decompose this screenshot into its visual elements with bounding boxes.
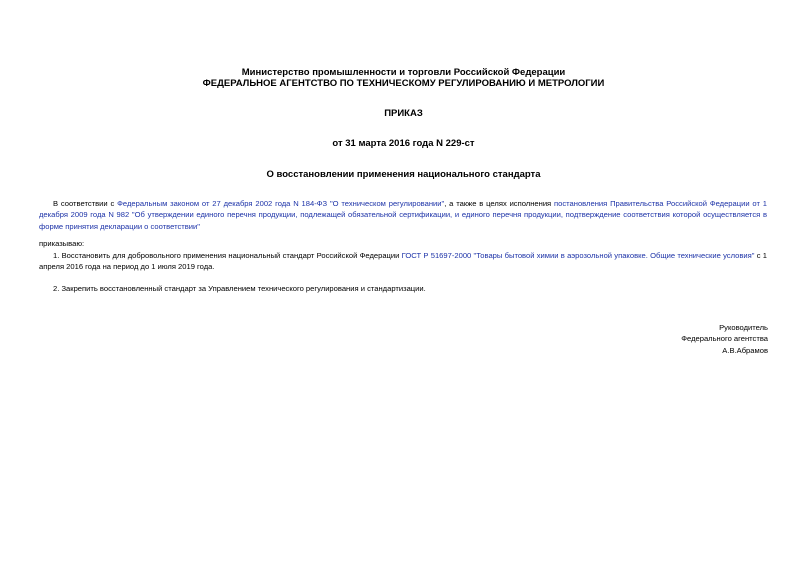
- agency-name: ФЕДЕРАЛЬНОЕ АГЕНТСТВО ПО ТЕХНИЧЕСКОМУ РЕГУЛИРОВАНИЮ И МЕТРОЛОГИИ: [202, 78, 605, 89]
- federal-law-link[interactable]: Федеральным законом от 27 декабря 2002 года N 184-ФЗ "О техническом регулировании": [117, 199, 445, 208]
- preamble-text-1: В соответствии с: [53, 199, 118, 208]
- signature-name: А.В.Абрамов: [722, 345, 768, 355]
- preamble-paragraph: [39, 198, 767, 232]
- ministry-name: Министерство промышленности и торговли Российской Федерации: [241, 67, 566, 78]
- document-date-number: от 31 марта 2016 года N 229-ст: [332, 138, 475, 149]
- order-item-1-text-2: с 1 апреля 2016 года на период до 1 июля 2019 года.: [39, 251, 767, 272]
- order-item-1-text-1: 1. Восстановить для добровольного применения национальный стандарт Российской Федерации: [53, 251, 402, 260]
- order-item-1: [39, 250, 767, 273]
- gost-standard-link[interactable]: ГОСТ Р 51697-2000 "Товары бытовой химии в аэрозольной упаковке. Общие технические условия": [401, 251, 755, 260]
- government-decree-link[interactable]: постановления Правительства Российской Федерации от 1 декабря 2009 года N 982 "Об утверждении единого перечня продукции, подлежащей обязательной сертификации, и единого перечня продукции, подтверждение соответствия которой осуществляется в форме принятия декларации о соответствии": [39, 199, 767, 231]
- preamble-text-2: , а также в целях исполнения: [444, 199, 555, 208]
- signature-block: [681, 322, 768, 356]
- order-word: приказываю:: [39, 239, 85, 248]
- signature-organization: Федерального агентства: [681, 334, 768, 344]
- order-item-2: 2. Закрепить восстановленный стандарт за Управлением технического регулирования и стандартизации.: [53, 284, 426, 293]
- document-type: ПРИКАЗ: [384, 108, 423, 119]
- signature-position: Руководитель: [719, 323, 768, 332]
- document-title: О восстановлении применения национального стандарта: [266, 169, 541, 180]
